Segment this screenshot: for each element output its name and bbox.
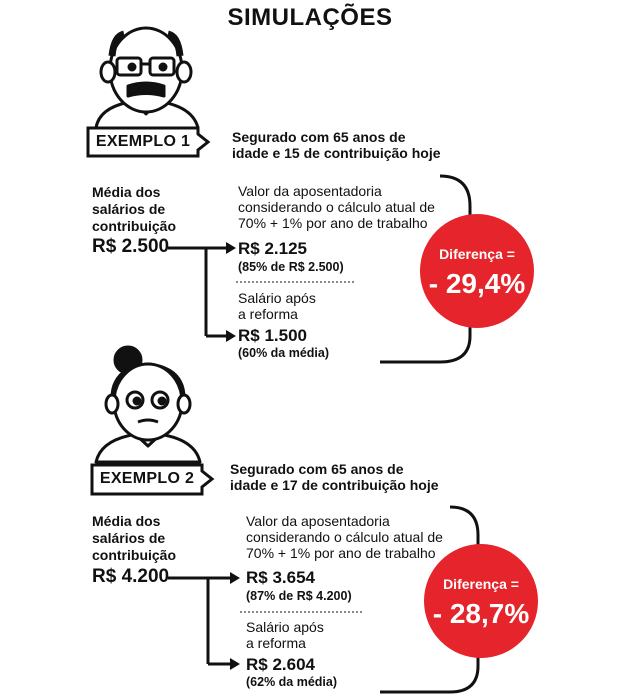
description-line: Segurado com 65 anos de [230, 461, 404, 477]
man-avatar-icon [96, 28, 198, 128]
reform-label-line: a reforma [246, 635, 306, 651]
reform-label-line: Salário após [246, 619, 324, 635]
difference-value: - 28,7% [432, 598, 530, 629]
media-label-line: salários de [92, 201, 166, 217]
current-value: R$ 3.654 [246, 568, 315, 587]
media-label-line: Média dos [92, 184, 161, 200]
reform-note: (60% da média) [238, 346, 330, 360]
current-label-line: 70% + 1% por ano de trabalho [238, 215, 428, 231]
difference-value: - 29,4% [428, 268, 526, 299]
reform-label [238, 290, 378, 322]
reform-note: (62% da média) [246, 675, 338, 689]
difference-badge [420, 214, 534, 328]
media-label-line: contribuição [92, 218, 177, 234]
media-value: R$ 4.200 [92, 566, 170, 587]
description-line: idade e 15 de contribuição hoje [232, 145, 441, 161]
current-label-line: considerando o cálculo atual de [246, 529, 443, 545]
current-note: (85% de R$ 2.500) [238, 260, 344, 274]
woman-avatar-icon [96, 347, 200, 462]
description-line: idade e 17 de contribuição hoje [230, 477, 439, 493]
current-label-line: Valor da aposentadoria [238, 183, 382, 199]
media-label-line: contribuição [92, 547, 177, 563]
arrow-icon [230, 572, 240, 670]
example-tag: EXEMPLO 2 [99, 470, 195, 487]
example-description [232, 129, 492, 161]
difference-label: Diferença = [443, 576, 519, 592]
reform-label-line: Salário após [238, 290, 316, 306]
current-label [246, 513, 456, 561]
media-label [92, 513, 212, 564]
example-description [230, 461, 500, 493]
reform-label [246, 619, 386, 651]
current-label-line: considerando o cálculo atual de [238, 199, 435, 215]
reform-value: R$ 1.500 [238, 326, 307, 345]
arrow-icon [226, 242, 236, 342]
example-tag: EXEMPLO 1 [95, 133, 191, 150]
media-value: R$ 2.500 [92, 236, 170, 257]
reform-label-line: a reforma [238, 306, 298, 322]
current-note: (87% de R$ 4.200) [246, 589, 352, 603]
media-label [92, 184, 212, 235]
media-label-line: salários de [92, 530, 166, 546]
current-label-line: 70% + 1% por ano de trabalho [246, 545, 436, 561]
reform-value: R$ 2.604 [246, 655, 315, 674]
current-label [238, 183, 448, 231]
current-value: R$ 2.125 [238, 239, 307, 258]
media-label-line: Média dos [92, 513, 161, 529]
difference-label: Diferença = [439, 246, 515, 262]
page-title: SIMULAÇÕES [227, 4, 393, 31]
current-label-line: Valor da aposentadoria [246, 513, 390, 529]
description-line: Segurado com 65 anos de [232, 129, 406, 145]
difference-badge [424, 544, 538, 658]
